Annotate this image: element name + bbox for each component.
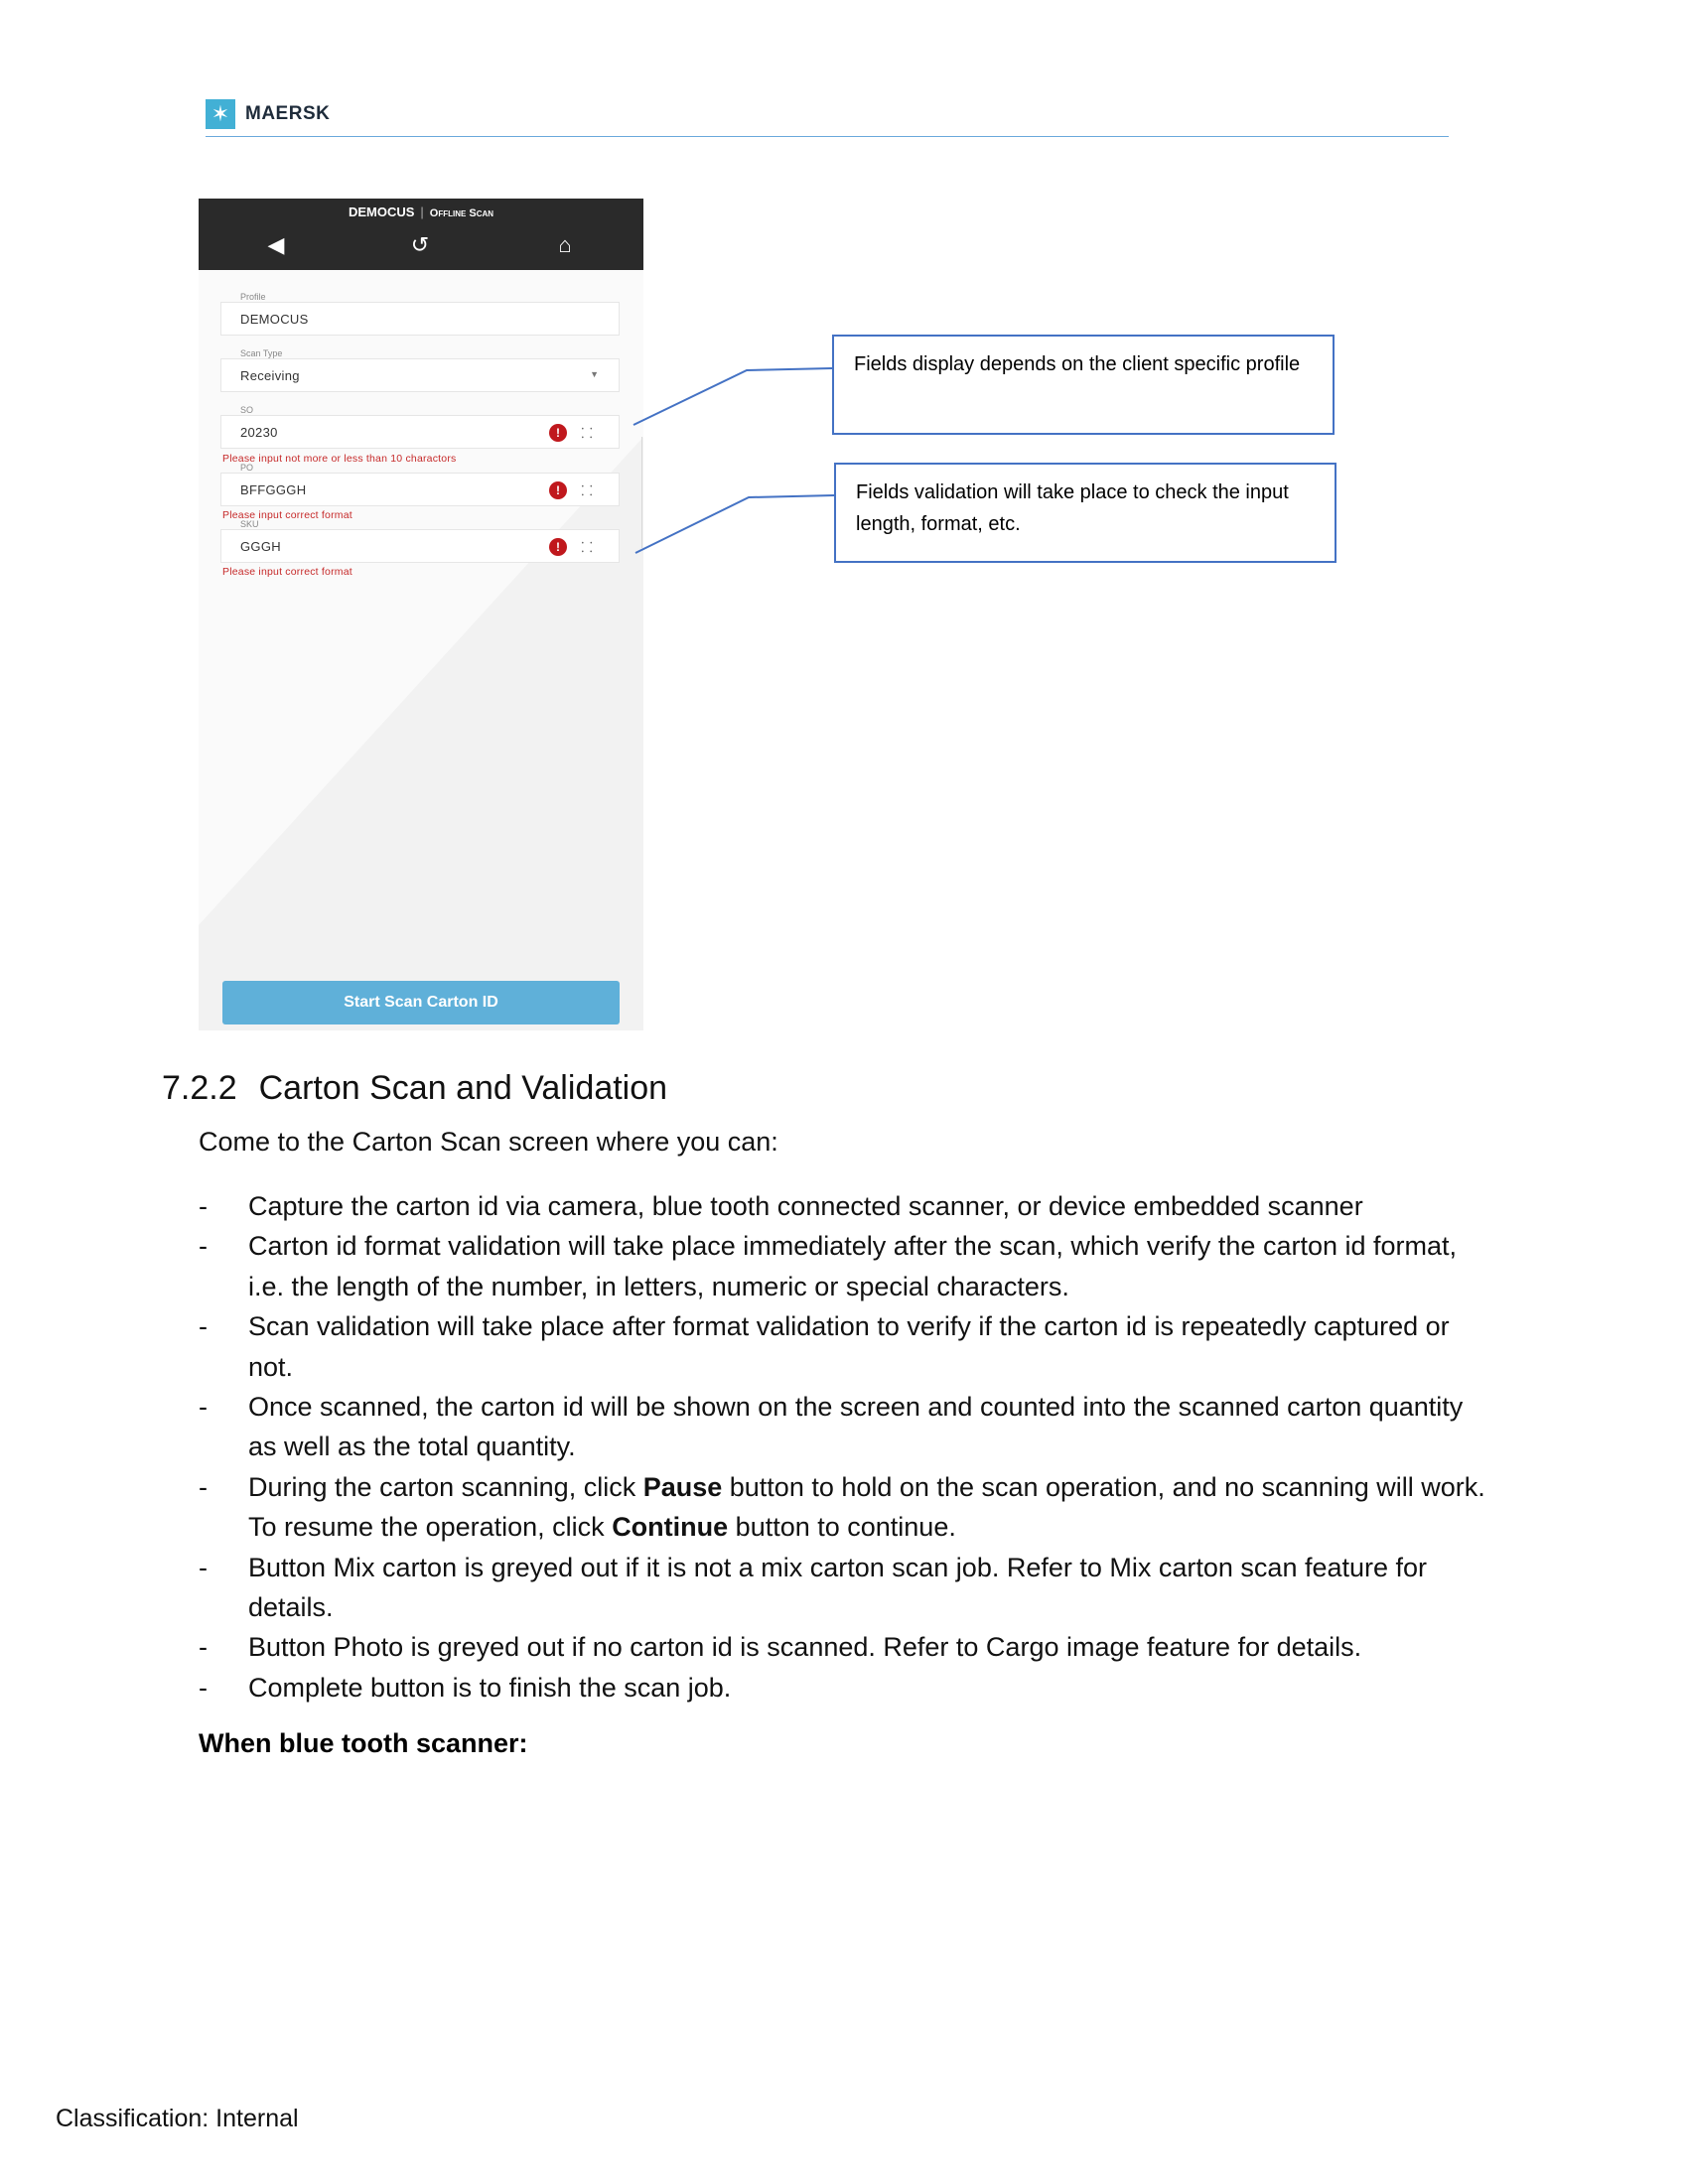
list-item: - During the carton scanning, click Pause button to hold on the scan operation, and no scanning will work. To resume the operation, click Continue button to continue. [199, 1467, 1489, 1548]
po-label: PO [240, 463, 254, 473]
continue-keyword: Continue [612, 1512, 729, 1543]
list-item: - Capture the carton id via camera, blue tooth connected scanner, or device embedded scanner [199, 1186, 1489, 1226]
app-bar [199, 199, 643, 270]
classification-footer: Classification: Internal [56, 2105, 299, 2132]
app-screenshot [199, 199, 643, 1030]
back-icon[interactable]: ◀ [267, 232, 285, 257]
list-item: - Button Photo is greyed out if no carton id is scanned. Refer to Cargo image feature for details. [199, 1627, 1489, 1667]
field-guide-line [641, 437, 642, 548]
callout-2-connector [635, 495, 834, 553]
refresh-icon[interactable]: ↺ [410, 232, 430, 257]
profile-value: DEMOCUS [240, 312, 309, 327]
list-item: - Button Mix carton is greyed out if it is not a mix carton scan job. Refer to Mix carton scan feature for details. [199, 1548, 1489, 1628]
scan-type-label: Scan Type [240, 348, 283, 358]
chevron-down-icon: ▼ [590, 369, 599, 379]
so-error: Please input not more or less than 10 charactors [222, 453, 457, 465]
callout-fields-display: Fields display depends on the client specific profile [832, 335, 1335, 435]
bluetooth-subheading: When blue tooth scanner: [199, 1728, 528, 1758]
profile-field[interactable] [220, 302, 620, 336]
logo-text: MAERSK [245, 103, 331, 124]
sku-error: Please input correct format [222, 566, 352, 578]
scan-type-select[interactable] [220, 358, 620, 392]
app-title [199, 205, 643, 219]
home-icon[interactable]: ⌂ [558, 232, 572, 257]
so-field[interactable] [220, 415, 620, 449]
app-title-main: DEMOCUS [348, 205, 415, 219]
so-label: SO [240, 405, 254, 415]
app-title-separator: | [420, 205, 424, 219]
list-item: - Once scanned, the carton id will be shown on the screen and counted into the scanned carton quantity as well as the total quantity. [199, 1387, 1489, 1467]
section-title: Carton Scan and Validation [258, 1069, 668, 1107]
so-value: 20230 [240, 425, 278, 440]
section-number: 7.2.2 [162, 1069, 237, 1107]
list-item: - Complete button is to finish the scan job. [199, 1668, 1489, 1707]
callout-1-connector [633, 368, 832, 425]
callout-fields-validation: Fields validation will take place to check the input length, format, etc. [834, 463, 1336, 563]
po-field[interactable] [220, 473, 620, 506]
section-intro: Come to the Carton Scan screen where you can: [199, 1127, 778, 1157]
pause-keyword: Pause [642, 1471, 723, 1502]
error-icon: ! [549, 424, 567, 442]
sku-value: GGGH [240, 539, 281, 554]
error-icon: ! [549, 481, 567, 499]
scan-icon[interactable]: ⸬ [581, 539, 593, 555]
sku-label: SKU [240, 519, 259, 529]
error-icon: ! [549, 538, 567, 556]
app-title-sub: Offline Scan [429, 207, 494, 219]
list-item: - Scan validation will take place after format validation to verify if the carton id is repeatedly captured or not. [199, 1306, 1489, 1387]
star-icon: ✶ [206, 99, 235, 129]
scan-icon[interactable]: ⸬ [581, 425, 593, 441]
start-scan-button[interactable]: Start Scan Carton ID [222, 981, 620, 1024]
maersk-logo [206, 99, 330, 129]
list-item: - Carton id format validation will take place immediately after the scan, which verify the carton id format, i.e. the length of the number, in letters, numeric or special characters. [199, 1226, 1489, 1306]
feature-list [199, 1186, 1489, 1707]
header-divider [206, 136, 1449, 137]
po-value: BFFGGGH [240, 482, 307, 497]
scan-icon[interactable]: ⸬ [581, 482, 593, 498]
scan-type-value: Receiving [240, 368, 300, 383]
po-error: Please input correct format [222, 509, 352, 521]
section-heading [162, 1069, 667, 1108]
profile-label: Profile [240, 292, 266, 302]
sku-field[interactable] [220, 529, 620, 563]
screen-shadow [199, 437, 643, 1030]
